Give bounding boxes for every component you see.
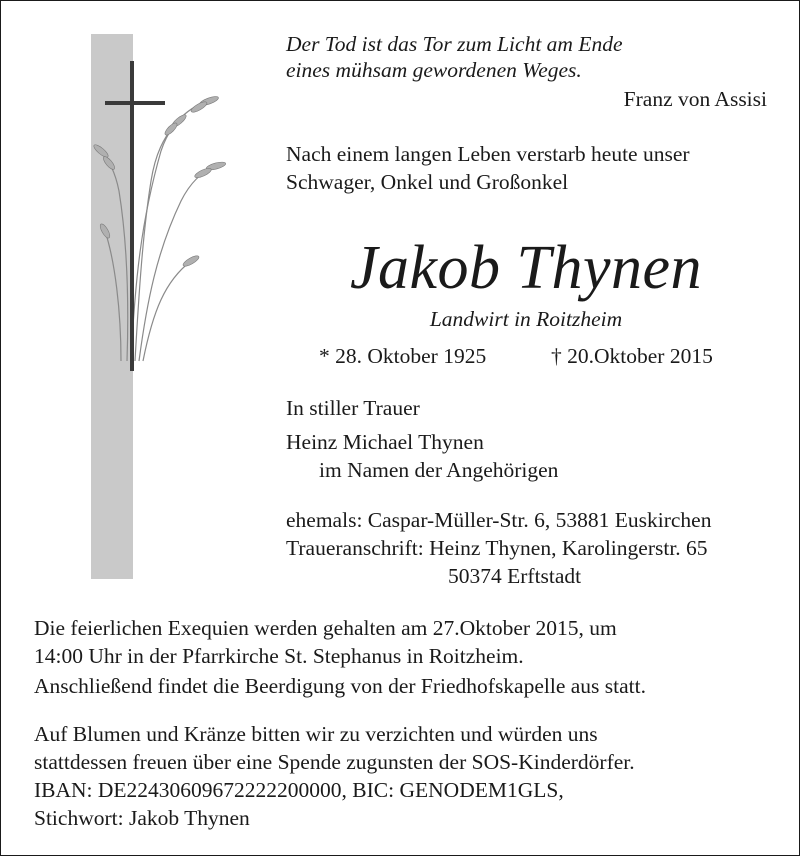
funeral-line-2: 14:00 Uhr in der Pfarrkirche St. Stephanus in Roitzheim. (34, 644, 524, 668)
funeral-line-1: Die feierlichen Exequien werden gehalten am 27.Oktober 2015, um (34, 616, 617, 640)
quote-line-2: eines mühsam gewordenen Weges. (286, 58, 582, 82)
quote-author: Franz von Assisi (623, 87, 767, 111)
deceased-occupation: Landwirt in Roitzheim (429, 307, 623, 331)
deceased-name: Jakob Thynen (349, 234, 703, 302)
mourning-on-behalf: im Namen der Angehörigen (319, 458, 559, 482)
intro-line-2: Schwager, Onkel und Großonkel (286, 170, 569, 194)
former-address: ehemals: Caspar-Müller-Str. 6, 53881 Euskirchen (286, 508, 712, 532)
donation-bank-details: IBAN: DE22430609672222200000, BIC: GENODEM1GLS, (34, 778, 564, 802)
mourning-address-city: 50374 Erftstadt (448, 564, 582, 588)
mourning-address: Traueranschrift: Heinz Thynen, Karolingerstr. 65 (286, 536, 708, 560)
intro-line-1: Nach einem langen Leben verstarb heute unser (286, 142, 690, 166)
cross-with-wheat-icon (91, 61, 231, 381)
donation-line-1: Auf Blumen und Kränze bitten wir zu verzichten und würden uns (34, 722, 598, 746)
mourning-heading: In stiller Trauer (286, 396, 420, 420)
birth-date: * 28. Oktober 1925 (319, 344, 487, 368)
mourning-signer: Heinz Michael Thynen (286, 430, 484, 454)
donation-keyword: Stichwort: Jakob Thynen (34, 806, 250, 830)
quote-line-1: Der Tod ist das Tor zum Licht am Ende (286, 32, 623, 56)
funeral-line-3: Anschließend findet die Beerdigung von der Friedhofskapelle aus statt. (34, 674, 646, 698)
donation-line-2: stattdessen freuen über eine Spende zugunsten der SOS-Kinderdörfer. (34, 750, 635, 774)
death-date: † 20.Oktober 2015 (551, 344, 713, 368)
